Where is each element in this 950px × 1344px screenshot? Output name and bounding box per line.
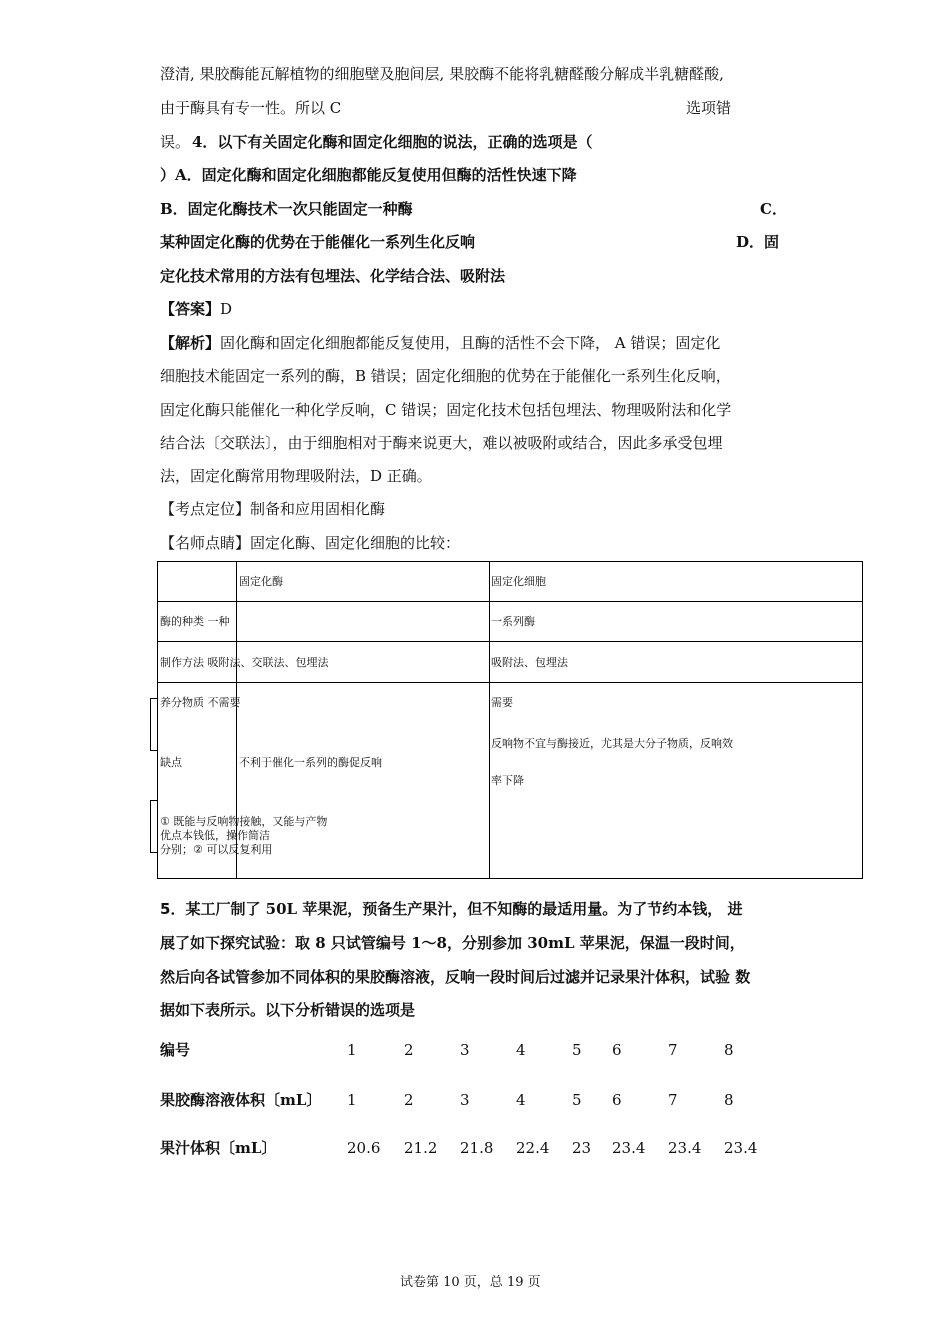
cell-enzyme-type: 一系列酶	[491, 615, 535, 628]
row-method: 制作方法 吸附法、交联法、包埋法	[160, 656, 329, 669]
id-cell: 8	[724, 1041, 734, 1059]
analysis-line: 细胞技术能固定一系列的酶，B 错误；固定化细胞的优势在于能催化一系列生化反响，	[160, 367, 731, 385]
question-5-text: ．某工厂制了 50L 苹果泥，预备生产果汁，但不知酶的最适用量。为了节约本钱， 进	[170, 900, 743, 918]
header-enzyme: 固定化酶	[239, 575, 283, 588]
id-cell: 4	[516, 1041, 526, 1059]
option-c-label: C．	[760, 200, 787, 218]
juice-cell: 23	[572, 1139, 592, 1157]
question-4-stem: 4．以下有关固定化酶和固定化细胞的说法，正确的选项是（	[192, 133, 593, 151]
row-advantage: 优点本钱低，操作简洁	[160, 829, 270, 842]
analysis-text: 固化酶和固定化细胞都能反复使用，且酶的活性不会下降， A 错误；固定化	[220, 334, 721, 352]
analysis-line: 法，固定化酶常用物理吸附法，D 正确。	[160, 467, 432, 485]
analysis-label: 【解析】	[160, 334, 221, 352]
analysis-line	[160, 333, 720, 353]
option-a: ）A．固定化酶和固定化细胞都能反复使用但酶的活性快速下降	[160, 166, 577, 184]
volume-cell: 7	[668, 1091, 678, 1109]
juice-cell: 21.8	[460, 1139, 494, 1157]
volume-cell: 6	[612, 1091, 622, 1109]
volume-cell: 5	[572, 1091, 582, 1109]
juice-cell: 20.6	[347, 1139, 381, 1157]
question-5-number: 5	[160, 900, 171, 918]
cell-drawback-cell: 率下降	[491, 774, 524, 787]
option-d: 定化技术常用的方法有包埋法、化学结合法、吸附法	[160, 267, 506, 285]
juice-cell: 23.4	[724, 1139, 758, 1157]
text-line: 选项错	[686, 99, 732, 117]
header-cell: 固定化细胞	[491, 575, 546, 588]
id-cell: 2	[404, 1041, 414, 1059]
text-line: 由于酶具有专一性。所以 C	[160, 99, 342, 117]
mingshi-line: 【名师点睛】固定化酶、固定化细胞的比较：	[160, 534, 461, 552]
row-enzyme-type: 酶的种类 一种	[160, 615, 230, 628]
page-footer: 试卷第 10 页，总 19 页	[400, 1275, 541, 1290]
row-nutrient: 养分物质 不需要	[160, 696, 241, 709]
cell-nutrient: 需要	[491, 696, 513, 709]
row-label-id: 编号	[160, 1041, 191, 1059]
volume-cell: 3	[460, 1091, 470, 1109]
answer-label: 【答案】	[160, 300, 221, 318]
id-cell: 7	[668, 1041, 678, 1059]
juice-cell: 23.4	[668, 1139, 702, 1157]
option-d-label: D．固	[736, 233, 780, 251]
volume-cell: 2	[404, 1091, 414, 1109]
analysis-line: 结合法〔交联法〕，由于细胞相对于酶来说更大，难以被吸附或结合，因此多承受包埋	[160, 434, 723, 452]
volume-cell: 8	[724, 1091, 734, 1109]
question-5-line: 展了如下探究试验：取 8 只试管编号 1～8，分别参加 30mL 苹果泥，保温一段时间，	[160, 934, 745, 952]
juice-cell: 22.4	[516, 1139, 550, 1157]
row-drawback: 缺点	[160, 756, 182, 769]
kaodian-line: 【考点定位】制备和应用固相化酶	[160, 500, 386, 518]
question-5-line: 然后向各试管参加不同体积的果胶酶溶液，反响一段时间后过滤并记录果汁体积，试验 数	[160, 968, 751, 986]
volume-cell: 1	[347, 1091, 357, 1109]
row-label-juice: 果汁体积〔mL〕	[160, 1139, 277, 1157]
cell-method: 吸附法、包埋法	[491, 656, 568, 669]
answer-value: D	[220, 300, 233, 318]
analysis-line: 固定化酶只能催化一种化学反响，C 错误；固定化技术包括包埋法、物理吸附法和化学	[160, 401, 732, 419]
text-line: 误。	[160, 133, 191, 151]
option-b: B．固定化酶技术一次只能固定一种酶	[160, 200, 413, 218]
option-c: 某种固定化酶的优势在于能催化一系列生化反响	[160, 233, 476, 251]
juice-cell: 23.4	[612, 1139, 646, 1157]
id-cell: 6	[612, 1041, 622, 1059]
cell-drawback-enzyme: 不利于催化一系列的酶促反响	[239, 756, 382, 769]
row-label-volume: 果胶酶溶液体积〔mL〕	[160, 1091, 322, 1109]
juice-cell: 21.2	[404, 1139, 438, 1157]
answer-line	[160, 299, 232, 319]
id-cell: 5	[572, 1041, 582, 1059]
text-line: 澄清, 果胶酶能瓦解植物的细胞壁及胞间层, 果胶酶不能将乳糖醛酸分解成半乳糖醛酸,	[160, 65, 724, 83]
question-5-line	[160, 899, 743, 919]
row-advantage: 分别；② 可以反复利用	[160, 843, 273, 856]
id-cell: 3	[460, 1041, 470, 1059]
volume-cell: 4	[516, 1091, 526, 1109]
id-cell: 1	[347, 1041, 357, 1059]
row-advantage: ① 既能与反响物接触，又能与产物	[160, 815, 328, 828]
cell-drawback-cell: 反响物不宜与酶接近，尤其是大分子物质，反响效	[491, 737, 733, 750]
question-5-line: 据如下表所示。以下分析错误的选项是	[160, 1001, 416, 1019]
